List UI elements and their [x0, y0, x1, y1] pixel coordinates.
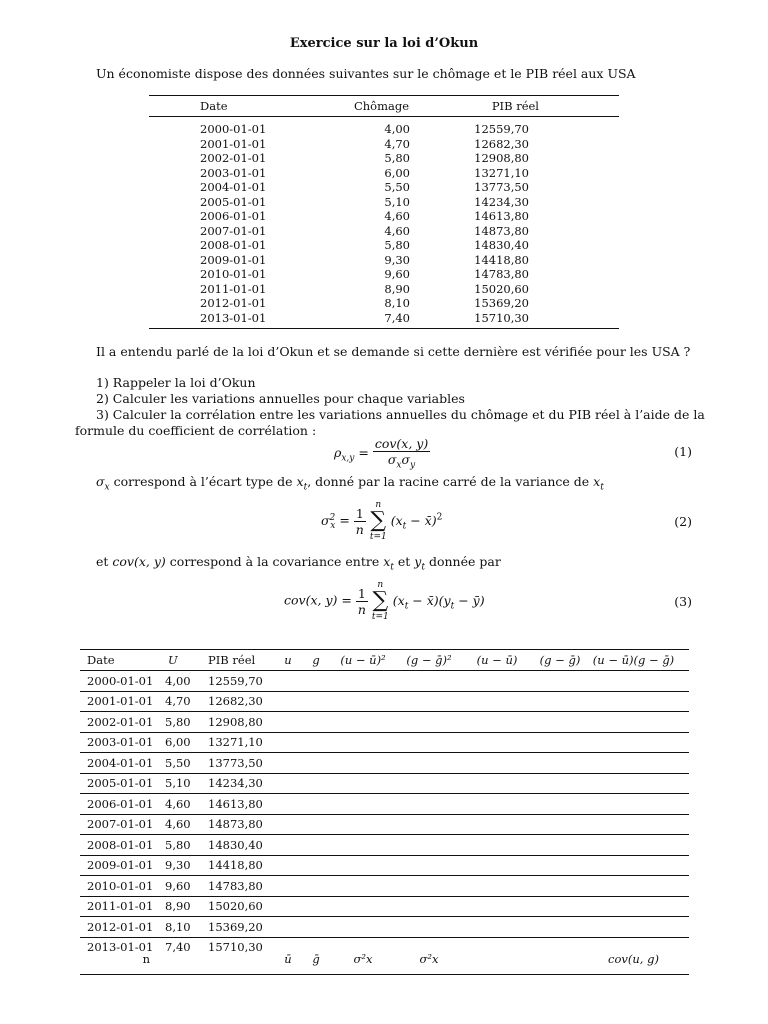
cell-date: 2002-01-01: [87, 714, 154, 729]
data-table: [149, 95, 619, 329]
header-chomage: Chômage: [353, 99, 409, 113]
data-table-row: [149, 209, 619, 224]
cell-u: 6,00: [165, 735, 191, 750]
cell-date: 2003-01-01: [200, 165, 267, 180]
cell-date: 2004-01-01: [200, 180, 267, 195]
calculation-table-row: [80, 733, 689, 754]
sigma-explanation: $\sigma_x$ correspond à l’écart type de $x_t$, donné par la racine carré de la variance de $x_t$: [96, 474, 604, 493]
cell-pib: 14234,30: [208, 776, 263, 791]
cell-pib: 12682,30: [208, 694, 263, 709]
col-g-sq: (g − ḡ)²: [406, 653, 452, 667]
calculation-table-footer: [80, 952, 689, 975]
cell-date: 2010-01-01: [87, 878, 154, 893]
cell-u: 4,70: [165, 694, 191, 709]
footer-cov: cov(u, g): [608, 952, 659, 966]
cell-date: 2001-01-01: [200, 136, 267, 151]
data-table-row: [149, 224, 619, 239]
cell-pib: 13773,50: [474, 180, 529, 195]
cell-u: 4,60: [165, 796, 191, 811]
cell-u: 5,10: [165, 776, 191, 791]
calculation-table-row: [80, 774, 689, 795]
cell-date: 2009-01-01: [200, 252, 267, 267]
data-table-body: [149, 122, 619, 325]
question-1: 1) Rappeler la loi d’Okun: [96, 375, 256, 390]
cell-date: 2009-01-01: [87, 858, 154, 873]
cell-date: 2002-01-01: [200, 151, 267, 166]
data-table-row: [149, 180, 619, 195]
cell-date: 2001-01-01: [87, 694, 154, 709]
calculation-table-body: [80, 671, 689, 957]
footer-g-mean: ḡ: [312, 952, 320, 966]
cell-pib: 14234,30: [474, 194, 529, 209]
col-g-dev: (g − ḡ): [539, 653, 581, 667]
cell-pib: 12682,30: [474, 136, 529, 151]
cell-chomage: 5,50: [384, 180, 410, 195]
cell-u: 5,80: [165, 714, 191, 729]
data-table-row: [149, 151, 619, 166]
header-pib: PIB réel: [491, 99, 539, 113]
cell-chomage: 9,60: [384, 267, 410, 282]
cell-chomage: 4,70: [384, 136, 410, 151]
calculation-table-row: [80, 876, 689, 897]
cell-pib: 14830,40: [208, 837, 263, 852]
cell-date: 2005-01-01: [87, 776, 154, 791]
calculation-table-row: [80, 835, 689, 856]
calculation-table-header: [80, 649, 689, 671]
cell-pib: 12908,80: [474, 151, 529, 166]
cell-date: 2010-01-01: [200, 267, 267, 282]
cell-chomage: 5,80: [384, 151, 410, 166]
cell-pib: 12908,80: [208, 714, 263, 729]
calculation-table-row: [80, 692, 689, 713]
cell-chomage: 7,40: [384, 310, 410, 325]
calculation-table-row: [80, 917, 689, 938]
cell-pib: 14613,80: [474, 209, 529, 224]
cov-text-end: donnée par: [428, 554, 501, 569]
col-pib: PIB réel: [208, 653, 256, 667]
cell-u: 5,50: [165, 755, 191, 770]
cell-pib: 15020,60: [474, 281, 529, 296]
data-table-row: [149, 238, 619, 253]
cell-date: 2000-01-01: [87, 673, 154, 688]
cell-date: 2000-01-01: [200, 122, 267, 137]
cell-date: 2004-01-01: [87, 755, 154, 770]
cell-pib: 14783,80: [208, 878, 263, 893]
cell-u: 9,30: [165, 858, 191, 873]
data-table-row: [149, 122, 619, 137]
calculation-table-row: [80, 856, 689, 877]
cov-text-and: et: [397, 554, 411, 569]
cell-chomage: 8,10: [384, 296, 410, 311]
data-table-row: [149, 195, 619, 210]
calculation-table-row: [80, 753, 689, 774]
equation-variance: $\sigma^2_x$ = $\frac{1}{n}$ n ∑ t=1 ($x_t$ − x̄)$^2$: [321, 500, 443, 542]
col-u-dev: (u − ū): [476, 653, 518, 667]
cell-u: 8,90: [165, 899, 191, 914]
cell-date: 2006-01-01: [87, 796, 154, 811]
cell-date: 2008-01-01: [200, 238, 267, 253]
sigma-text: correspond à l’écart type de: [113, 474, 293, 489]
cell-pib: 13271,10: [208, 735, 263, 750]
cell-date: 2012-01-01: [87, 919, 154, 934]
cell-pib: 15020,60: [208, 899, 263, 914]
header-date: Date: [200, 99, 228, 113]
cell-chomage: 4,00: [384, 122, 410, 137]
cell-date: 2003-01-01: [87, 735, 154, 750]
cell-chomage: 9,30: [384, 252, 410, 267]
cell-pib: 13271,10: [474, 165, 529, 180]
question-3-cont: formule du coefficient de corrélation :: [75, 423, 317, 438]
cell-u: 8,10: [165, 919, 191, 934]
cell-date: 2011-01-01: [200, 281, 267, 296]
col-g: g: [312, 653, 320, 667]
cell-pib: 15369,20: [208, 919, 263, 934]
cell-date: 2007-01-01: [87, 817, 154, 832]
data-table-row: [149, 166, 619, 181]
cell-pib: 12559,70: [208, 673, 263, 688]
cell-chomage: 6,00: [384, 165, 410, 180]
calculation-table-row: [80, 794, 689, 815]
sigma-text-2: , donné par la racine carré de la variance de: [307, 474, 590, 489]
cell-u: 4,60: [165, 817, 191, 832]
cell-u: 9,60: [165, 878, 191, 893]
cell-u: 4,00: [165, 673, 191, 688]
cell-chomage: 8,90: [384, 281, 410, 296]
cell-pib: 14783,80: [474, 267, 529, 282]
question-2: 2) Calculer les variations annuelles pour chaque variables: [96, 391, 465, 406]
col-u-upper: U: [168, 653, 178, 667]
calculation-table-row: [80, 897, 689, 918]
data-table-row: [149, 311, 619, 326]
calculation-table-row: [80, 815, 689, 836]
cell-date: 2007-01-01: [200, 223, 267, 238]
cell-pib: 12559,70: [474, 122, 529, 137]
cell-date: 2013-01-01: [200, 310, 267, 325]
col-u-sq: (u − ū)²: [340, 653, 386, 667]
cell-pib: 14418,80: [208, 858, 263, 873]
cell-pib: 14613,80: [208, 796, 263, 811]
cell-pib: 15710,30: [208, 940, 263, 955]
question-3: 3) Calculer la corrélation entre les variations annuelles du chômage et du PIB réel à l’aide de la: [96, 407, 705, 422]
data-table-row: [149, 296, 619, 311]
equation-correlation: $\rho_{x,y}$ = $\frac{\text{cov(x, y)}}{\sigma_x\sigma_y}$: [334, 436, 429, 471]
footer-sigma-g: σ²x: [419, 952, 439, 966]
cell-pib: 14830,40: [474, 238, 529, 253]
calculation-table-row: [80, 671, 689, 692]
cell-u: 5,80: [165, 837, 191, 852]
cell-pib: 14418,80: [474, 252, 529, 267]
cov-explanation: et cov(x, y) correspond à la covariance entre $x_t$ et $y_t$ donnée par: [96, 554, 501, 573]
calculation-table-row: [80, 712, 689, 733]
footer-u-mean: ū: [284, 952, 292, 966]
intro-text: Un économiste dispose des données suivantes sur le chômage et le PIB réel aux USA: [96, 66, 636, 81]
calculation-table: [80, 649, 689, 975]
col-product: (u − ū)(g − ḡ): [592, 653, 675, 667]
equation-covariance: cov(x, y) = $\frac{1}{n}$ n ∑ t=1 ($x_t$ − $x̄)(y_t$ − ȳ): [284, 580, 485, 622]
question-intro: Il a entendu parlé de la loi d’Okun et se demande si cette dernière est vérifiée pour les USA ?: [96, 344, 691, 359]
col-date: Date: [87, 653, 115, 667]
cell-pib: 15710,30: [474, 310, 529, 325]
cell-date: 2006-01-01: [200, 209, 267, 224]
cell-chomage: 5,80: [384, 238, 410, 253]
cov-text-pre: et: [96, 554, 109, 569]
cell-pib: 14873,80: [474, 223, 529, 238]
data-table-header: [149, 96, 619, 116]
cell-date: 2012-01-01: [200, 296, 267, 311]
cell-chomage: 4,60: [384, 209, 410, 224]
cell-pib: 13773,50: [208, 755, 263, 770]
equation-number-1: (1): [674, 444, 692, 459]
cell-u: 7,40: [165, 940, 191, 955]
data-table-row: [149, 137, 619, 152]
cell-pib: 15369,20: [474, 296, 529, 311]
cell-date: 2013-01-01: [87, 940, 154, 955]
cell-date: 2008-01-01: [87, 837, 154, 852]
page-title: Exercice sur la loi d’Okun: [289, 36, 479, 51]
cell-date: 2011-01-01: [87, 899, 154, 914]
footer-n: n: [142, 952, 150, 966]
data-table-row: [149, 267, 619, 282]
cell-pib: 14873,80: [208, 817, 263, 832]
cell-chomage: 5,10: [384, 194, 410, 209]
cell-date: 2005-01-01: [200, 194, 267, 209]
data-table-row: [149, 253, 619, 268]
cell-chomage: 4,60: [384, 223, 410, 238]
cov-text: correspond à la covariance entre: [169, 554, 380, 569]
data-table-row: [149, 282, 619, 297]
equation-number-2: (2): [674, 514, 692, 529]
footer-sigma-u: σ²x: [353, 952, 373, 966]
col-u: u: [284, 653, 292, 667]
equation-number-3: (3): [674, 594, 692, 609]
